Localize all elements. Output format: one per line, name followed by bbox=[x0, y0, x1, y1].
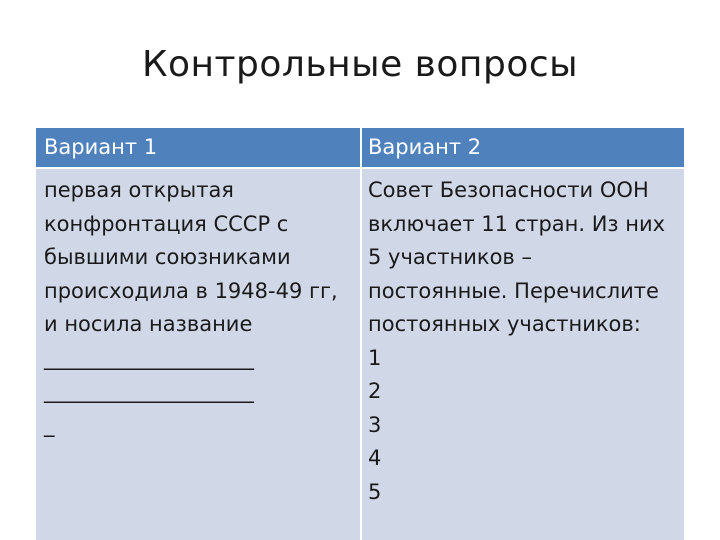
variant-2-line: 5 участников – bbox=[368, 245, 532, 269]
variant-1-line: конфронтация СССР с bbox=[44, 211, 289, 236]
answer-number: 5 bbox=[368, 479, 382, 504]
answer-number: 1 bbox=[368, 345, 382, 370]
answer-blank-line: ____________________ bbox=[44, 379, 254, 403]
questions-table bbox=[36, 128, 684, 540]
variant-2-line: Совет Безопасности ООН bbox=[368, 178, 649, 202]
variant-1-line: происходила в 1948-49 гг, bbox=[44, 278, 338, 303]
slide-title: Контрольные вопросы bbox=[141, 44, 579, 85]
variant-1-line: бывшими союзниками bbox=[44, 245, 291, 269]
header-variant-1: Вариант 1 bbox=[44, 135, 158, 159]
answer-number: 3 bbox=[368, 412, 382, 437]
answer-number: 4 bbox=[368, 446, 382, 470]
header-variant-2: Вариант 2 bbox=[368, 135, 482, 159]
variant-2-line: постоянные. Перечислите bbox=[368, 278, 659, 303]
variant-2-line: постоянных участников: bbox=[368, 312, 641, 336]
answer-number: 2 bbox=[368, 379, 382, 403]
variant-2-question bbox=[368, 174, 680, 509]
answer-blank-line: _ bbox=[44, 412, 55, 437]
variant-1-line: первая открытая bbox=[44, 178, 234, 202]
variant-1-question bbox=[44, 174, 356, 442]
variant-2-line: включает 11 стран. Из них bbox=[368, 211, 666, 236]
answer-blank-line: ____________________ bbox=[44, 345, 254, 370]
column-divider bbox=[360, 128, 362, 540]
variant-1-line: и носила название bbox=[44, 312, 253, 336]
